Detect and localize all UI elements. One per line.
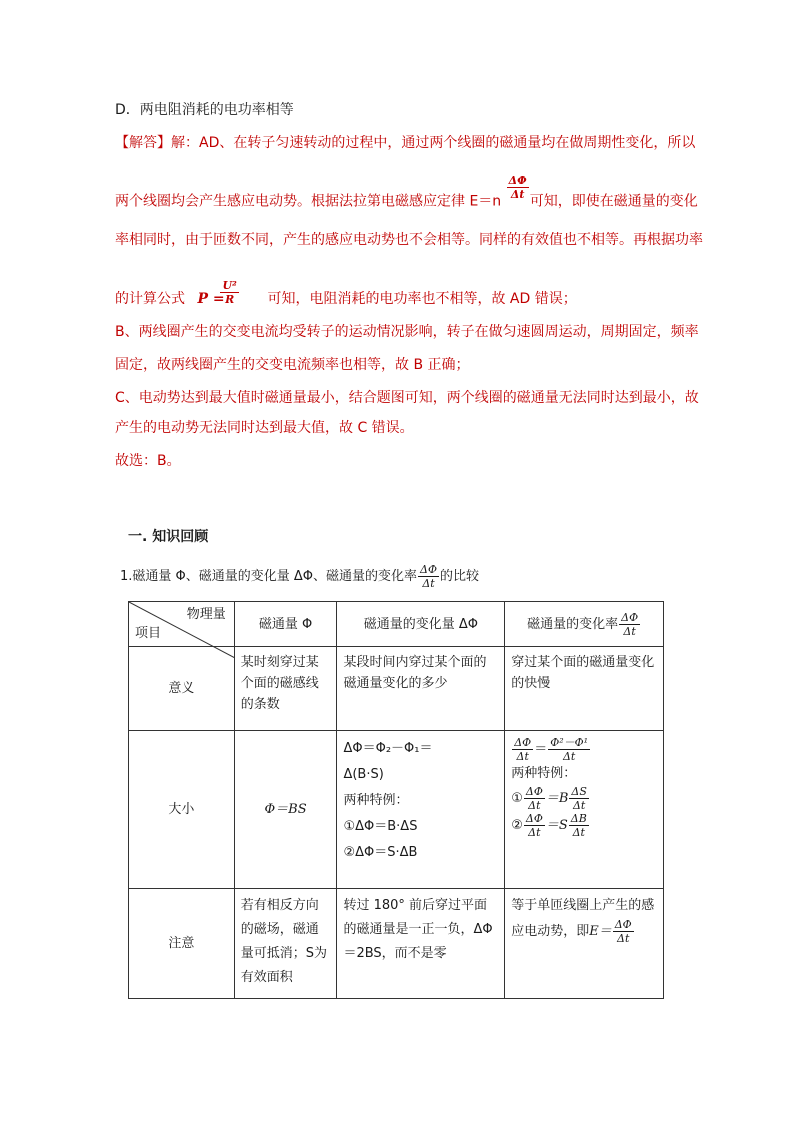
header-rate-fraction xyxy=(619,611,640,638)
case-1-frac-b-num: ΔS xyxy=(571,785,587,798)
size-rate-case-2 xyxy=(511,812,657,839)
size-change xyxy=(337,731,505,889)
power-lhs: P = xyxy=(197,291,225,307)
note-rate-fraction xyxy=(613,918,634,945)
header-rate-prefix: 磁通量的变化率 xyxy=(527,616,619,632)
case-2-frac-a-num: ΔΦ xyxy=(525,812,543,825)
answer-line-1 xyxy=(115,133,695,153)
answer-line-7: C、电动势达到最大值时磁通量最小，结合题图可知，两个线圈的磁通量无法同时达到最小，故 xyxy=(115,390,699,406)
size-rate-special: 两种特例： xyxy=(511,766,577,781)
size-rate-frac-2-den: Δt xyxy=(562,750,576,763)
item-1 xyxy=(120,563,479,590)
case-2-frac-b-den: Δt xyxy=(572,826,585,839)
size-flux: Φ＝BS xyxy=(234,731,337,889)
note-flux: 若有相反方向的磁场，磁通量可抵消；S为有效面积 xyxy=(234,889,337,999)
size-rate-frac-2 xyxy=(548,736,590,763)
note-rate-e: E＝ xyxy=(589,924,612,939)
answer-text-2a: 两个线圈均会产生感应电动势。根据法拉第电磁感应定律 E＝n xyxy=(115,193,502,210)
faraday-num: ΔΦ xyxy=(508,174,527,187)
comparison-table xyxy=(128,601,664,999)
case-1-frac-b-den: Δt xyxy=(572,799,586,812)
table-row-meaning xyxy=(129,647,664,731)
size-rate-frac-2-num: Φ²－Φ¹ xyxy=(550,736,589,749)
answer-line-9: 故选：B。 xyxy=(115,453,181,469)
corner-top-label: 物理量 xyxy=(186,607,226,622)
case-2-frac-b xyxy=(569,812,589,839)
note-rate-text: 等于单匝线圈上产生的感应电动势，即 xyxy=(511,898,655,939)
size-rate-case-1 xyxy=(511,785,657,812)
row-label-note: 注意 xyxy=(129,889,235,999)
size-change-line-4: ①ΔΦ＝B·ΔS xyxy=(343,819,418,834)
answer-text-4b: 可知，电阻消耗的电功率也不相等，故 AD 错误； xyxy=(267,291,577,307)
header-flux-rate xyxy=(505,602,664,647)
note-change: 转过 180° 前后穿过平面的磁通量是一正一负，ΔΦ＝2BS，而不是零 xyxy=(337,889,505,999)
header-rate-num: ΔΦ xyxy=(621,610,639,624)
case-1-frac-a-den: Δt xyxy=(528,799,541,812)
power-fraction xyxy=(220,279,238,306)
size-rate-line-1 xyxy=(511,736,657,763)
answer-line-4 xyxy=(115,279,577,309)
answer-text-2b: 可知，即使在磁通量的变化 xyxy=(529,193,698,210)
case-1-mid: ＝B xyxy=(545,791,569,806)
size-rate-frac-1 xyxy=(512,736,533,763)
item-1-num: ΔΦ xyxy=(420,563,437,576)
case-1-frac-a-num: ΔΦ xyxy=(525,785,543,798)
answer-tag: 【解答】 xyxy=(115,135,171,151)
item-1-fraction xyxy=(418,563,439,590)
faraday-den: Δt xyxy=(510,188,525,201)
row-label-meaning: 意义 xyxy=(129,647,235,731)
table-row-size xyxy=(129,731,664,889)
item-1-prefix: 1.磁通量 Φ、磁通量的变化量 ΔΦ、磁通量的变化率 xyxy=(120,569,418,584)
meaning-flux: 某时刻穿过某个面的磁感线的条数 xyxy=(234,647,337,731)
case-1-frac-b xyxy=(569,785,588,812)
size-rate-eq: ＝ xyxy=(534,742,548,757)
answer-line-5: B、两线圈产生的交变电流均受转子的运动情况影响，转子在做匀速圆周运动，周期固定，频率 xyxy=(115,324,699,340)
corner-cell xyxy=(129,602,235,647)
size-change-line-1: ΔΦ＝Φ₂－Φ₁＝ xyxy=(343,741,433,756)
case-2-marker: ② xyxy=(511,818,523,833)
size-rate-frac-1-den: Δt xyxy=(516,750,529,763)
size-change-line-3: 两种特例： xyxy=(343,793,409,808)
answer-line-8: 产生的电动势无法同时达到最大值，故 C 错误。 xyxy=(115,420,414,436)
answer-text-1: 解：AD、在转子匀速转动的过程中，通过两个线圈的磁通量均在做周期性变化，所以 xyxy=(171,135,696,151)
answer-line-6: 固定，故两线圈产生的交变电流频率也相等，故 B 正确； xyxy=(115,357,470,373)
meaning-rate: 穿过某个面的磁通量变化的快慢 xyxy=(505,647,664,731)
case-2-mid: ＝S xyxy=(545,818,568,833)
header-flux-change: 磁通量的变化量 ΔΦ xyxy=(337,602,505,647)
note-rate xyxy=(505,889,664,999)
corner-bottom-label: 项目 xyxy=(135,626,162,641)
row-label-size: 大小 xyxy=(129,731,235,889)
note-rate-num: ΔΦ xyxy=(614,918,632,931)
header-flux: 磁通量 Φ xyxy=(234,602,337,647)
size-rate-frac-1-num: ΔΦ xyxy=(514,736,532,749)
section-title: 一. 知识回顾 xyxy=(128,529,209,545)
option-d: D．两电阻消耗的电功率相等 xyxy=(115,102,294,118)
size-change-line-2: Δ(B·S) xyxy=(343,767,384,782)
power-num: U² xyxy=(222,279,237,292)
case-1-marker: ① xyxy=(511,791,523,806)
size-change-line-5: ②ΔΦ＝S·ΔB xyxy=(343,845,418,860)
faraday-fraction xyxy=(507,174,529,201)
answer-text-4a: 的计算公式 xyxy=(115,291,185,307)
item-1-den: Δt xyxy=(422,577,435,590)
size-rate xyxy=(505,731,664,889)
case-2-frac-a xyxy=(524,812,545,839)
header-rate-den: Δt xyxy=(623,624,636,638)
power-den: R xyxy=(225,293,235,306)
case-2-frac-b-num: ΔB xyxy=(570,812,587,825)
answer-line-3: 率相同时，由于匝数不同，产生的感应电动势也不会相等。同样的有效值也不相等。再根据功率 xyxy=(115,232,703,248)
table-row-note xyxy=(129,889,664,999)
note-rate-den: Δt xyxy=(617,932,630,945)
table-header-row xyxy=(129,602,664,647)
case-1-frac-a xyxy=(524,785,545,812)
item-1-suffix: 的比较 xyxy=(440,569,480,584)
case-2-frac-a-den: Δt xyxy=(528,826,541,839)
meaning-change: 某段时间内穿过某个面的磁通量变化的多少 xyxy=(337,647,505,731)
